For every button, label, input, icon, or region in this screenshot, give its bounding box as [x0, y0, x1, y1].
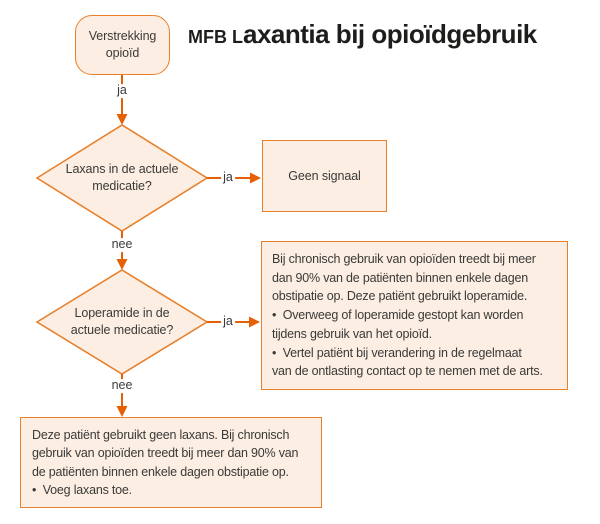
page-title-remainder: axantia bij opioïdgebruik — [242, 19, 537, 49]
start-to-d1-arrowhead — [117, 114, 128, 125]
d2-to-advice-arrowhead — [249, 317, 260, 328]
start-node — [75, 15, 170, 75]
advice-line: tijdens gebruik van het opioïd. — [272, 326, 432, 341]
page-title-prefix: MFB L — [188, 27, 243, 47]
no-laxans-line: de patiënten binnen enkele dagen obstipatie op. — [32, 464, 289, 479]
advice-line: • Overweeg of loperamide gestopt kan worden — [272, 308, 524, 323]
start-node-label: Verstrekking opioïd — [88, 28, 157, 60]
no-laxans-line: gebruik van opioïden treedt bij meer dan 90% van — [32, 446, 299, 461]
advice-box — [261, 241, 568, 390]
advice-line: van de ontlasting contact op te nemen met de arts. — [272, 364, 543, 379]
edge-label-d1-nee: nee — [111, 237, 133, 252]
edge-label-d2-ja: ja — [223, 314, 233, 329]
edge-label-start-ja: ja — [117, 83, 127, 98]
advice-line: obstipatie op. Deze patiënt gebruikt loperamide. — [272, 289, 528, 304]
decision2-label: Loperamide in de actuele medicatie? — [70, 305, 174, 337]
d1-to-d2-arrowhead — [117, 259, 128, 270]
d1-to-geen-arrowhead — [250, 173, 261, 184]
advice-line: dan 90% van de patiënten binnen enkele dagen — [272, 270, 529, 285]
geen-signaal-label: Geen signaal — [288, 169, 361, 183]
page-title — [188, 21, 537, 47]
decision1-label: Laxans in de actuele medicatie? — [65, 161, 179, 193]
edge-label-d1-ja: ja — [223, 170, 233, 185]
advice-line: Bij chronisch gebruik van opioïden treedt bij meer — [272, 252, 536, 266]
edge-label-d2-nee: nee — [111, 378, 133, 393]
no-laxans-box — [20, 417, 322, 508]
geen-signaal-box — [262, 140, 387, 212]
advice-line: • Vertel patiënt bij verandering in de regelmaat — [272, 345, 522, 360]
no-laxans-line: • Voeg laxans toe. — [32, 483, 132, 498]
d2-to-bottom-arrowhead — [117, 406, 128, 417]
no-laxans-line: Deze patiënt gebruikt geen laxans. Bij chronisch — [32, 428, 290, 442]
